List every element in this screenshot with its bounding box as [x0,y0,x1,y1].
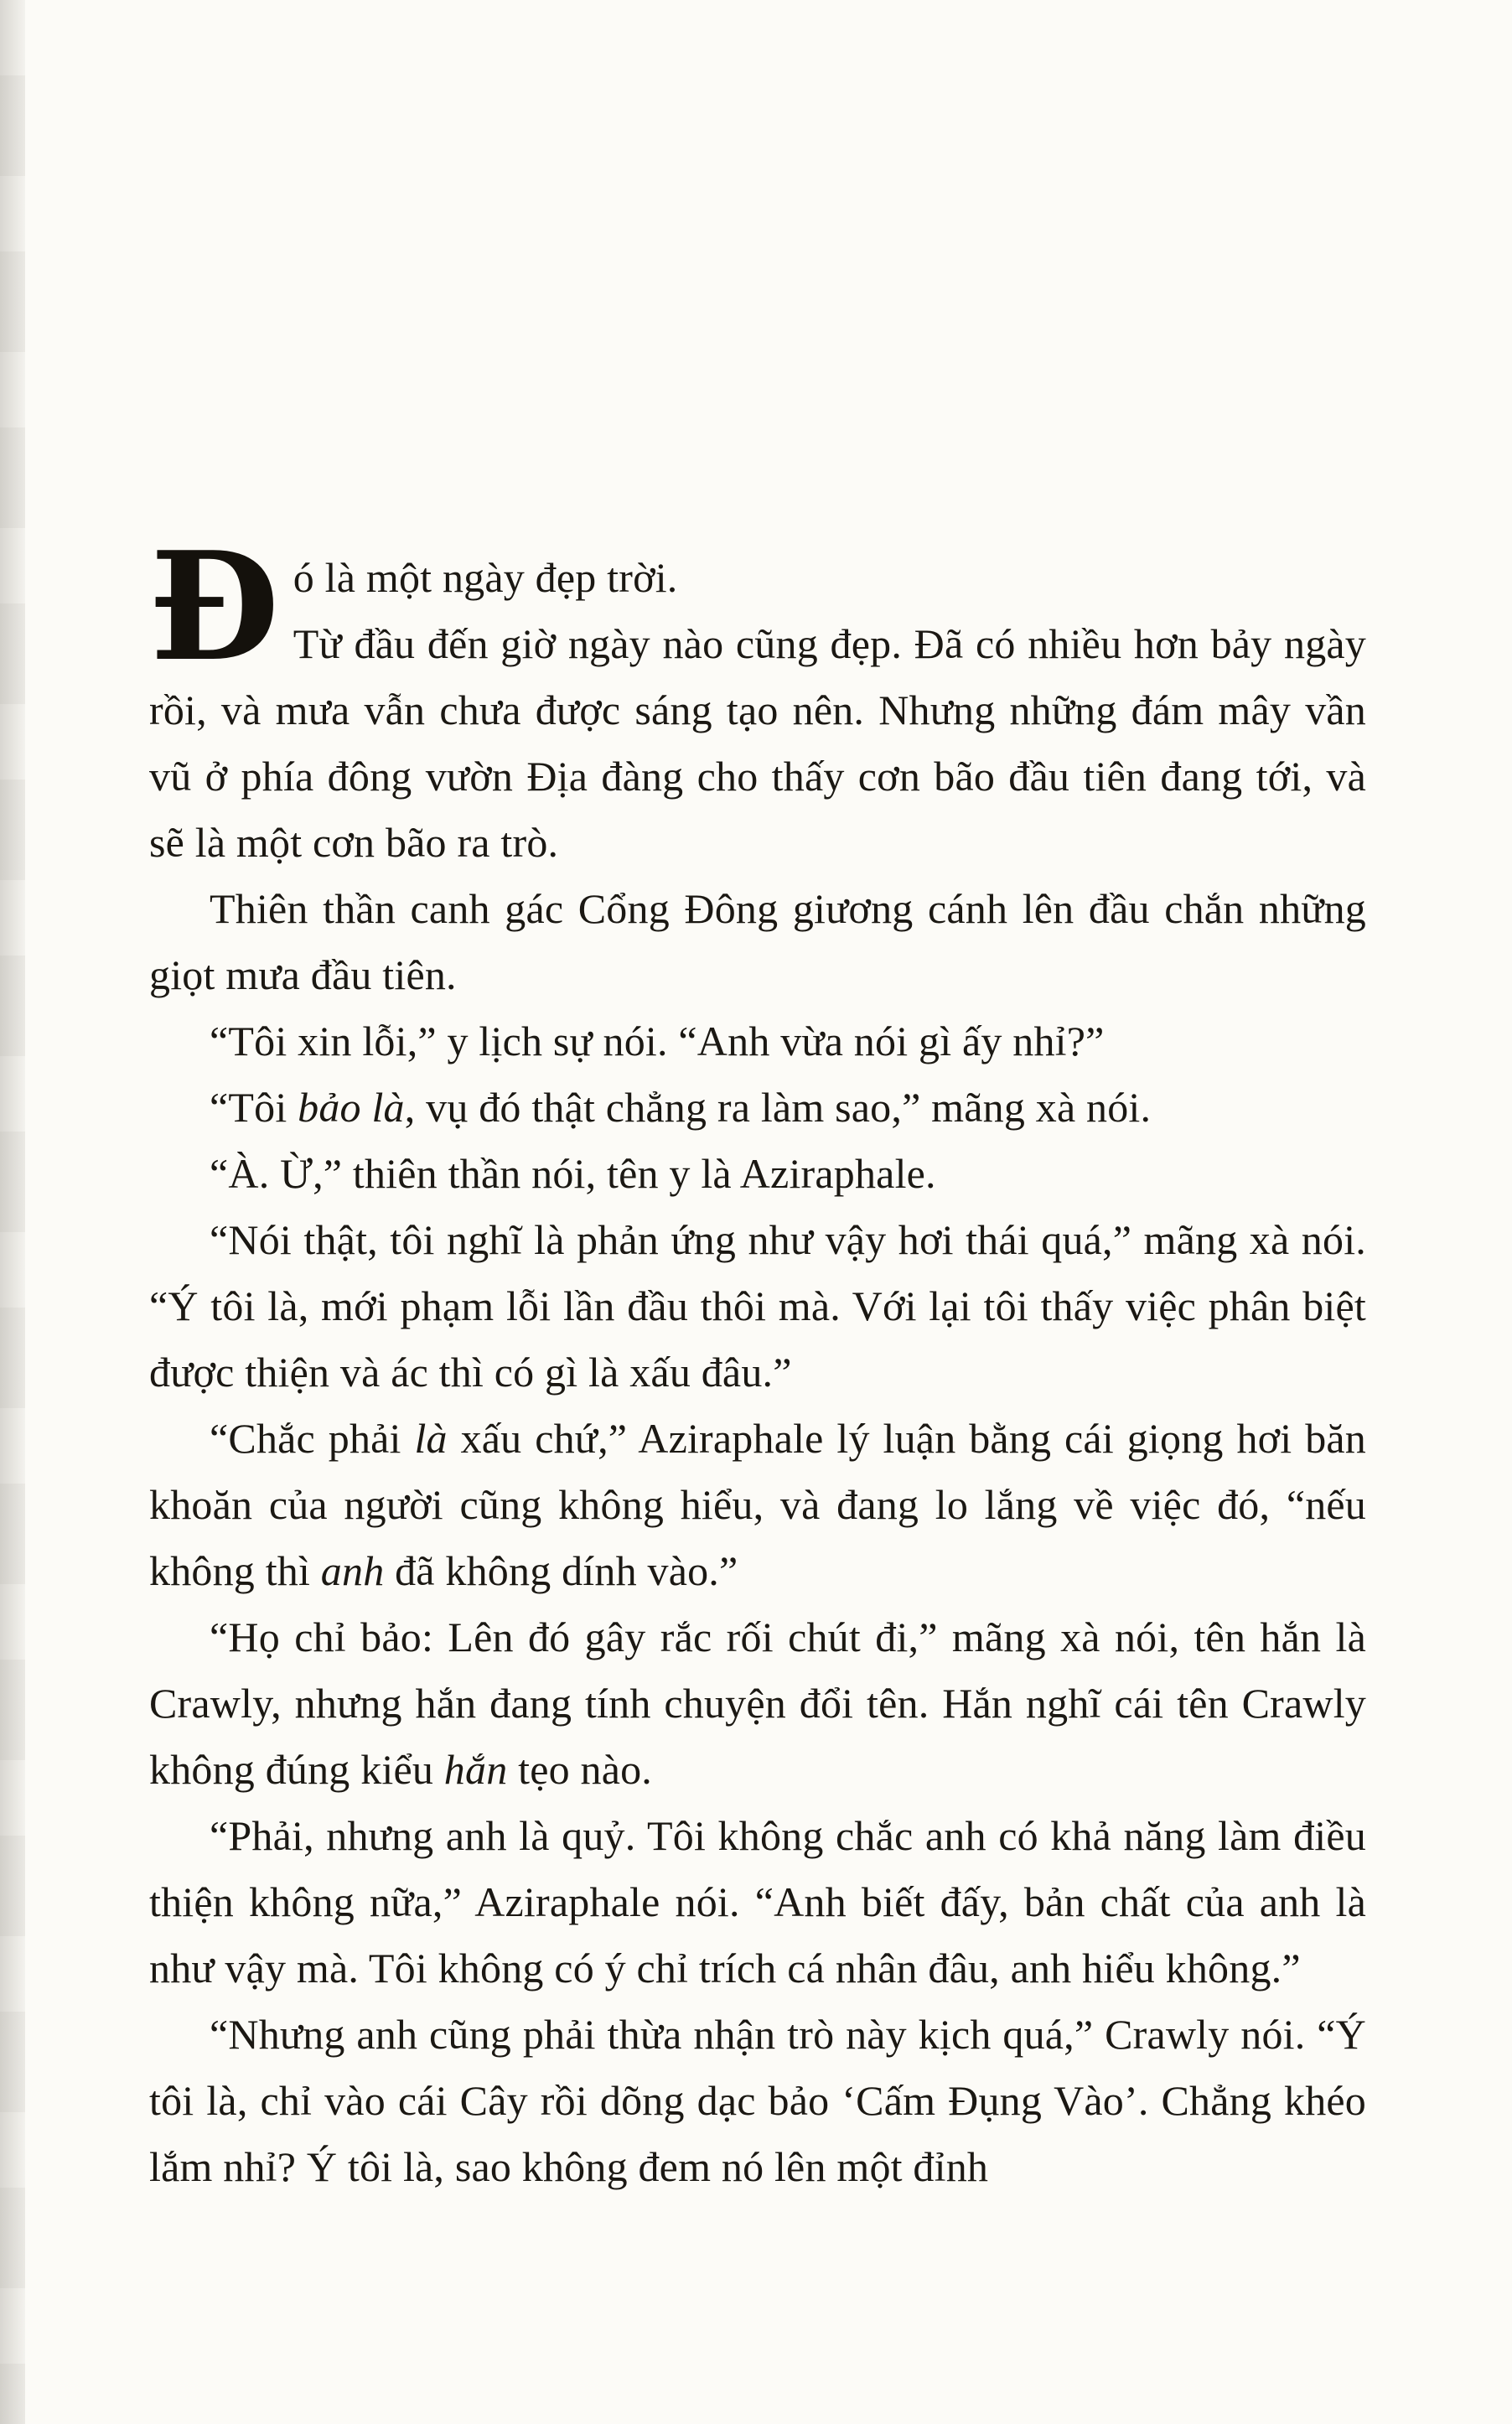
paragraph [149,2002,1366,2200]
paragraph [149,876,1366,1008]
italic-text-segment: là [414,1415,448,1462]
paragraph [149,1406,1366,1604]
paragraph [149,1207,1366,1406]
text-segment: đã không dính vào.” [384,1547,738,1594]
paragraph [149,1075,1366,1141]
paragraph [149,519,1366,694]
text-segment: Từ đầu đến giờ ngày nào cũng đẹp. Đã có nhiều hơn bảy ngày rồi, và mưa vẫn chưa được sáng tạo nên. Nhưng những đám mây vần vũ ở phía đông vườn Địa đàng cho thấy cơn bão đầu tiên đang tới, và sẽ là một cơn bão ra trò. [149,620,1366,866]
text-segment: “Nói thật, tôi nghĩ là phản ứng như vậy hơi thái quá,” mãng xà nói. “Ý tôi là, mới phạm lỗi lần đầu thôi mà. Với lại tôi thấy việc phân biệt được thiện và ác thì có gì là xấu đâu.” [149,1216,1366,1396]
paragraph [149,1008,1366,1075]
text-segment: “À. Ừ,” thiên thần nói, tên y là Aziraphale. [210,1150,936,1197]
italic-text-segment: bảo là [298,1084,405,1131]
italic-text-segment: anh [320,1547,385,1594]
paragraph [149,1604,1366,1803]
paragraph [149,611,1366,876]
text-segment: Thiên thần canh gác Cổng Đông giương cánh lên đầu chắn những giọt mưa đầu tiên. [149,885,1366,998]
scan-edge-artifact [0,0,25,2424]
text-segment: “Họ chỉ bảo: Lên đó gây rắc rối chút đi,” mãng xà nói, tên hắn là Crawly, nhưng hắn đang tính chuyện đổi tên. Hắn nghĩ cái tên Crawly không đúng kiểu [149,1613,1366,1793]
text-segment: , vụ đó thật chẳng ra làm sao,” mãng xà nói. [404,1084,1152,1131]
text-segment: “Tôi xin lỗi,” y lịch sự nói. “Anh vừa nói gì ấy nhỉ?” [210,1018,1105,1064]
text-segment: xấu chứ,” Aziraphale lý luận bằng cái giọng hơi băn khoăn của người cũng không hiểu, và đang lo lắng về việc đó, “nếu không thì [149,1415,1366,1594]
text-segment: “Chắc phải [210,1415,415,1462]
text-segment: “Tôi [210,1084,298,1131]
text-segment: tẹo nào. [507,1746,652,1793]
italic-text-segment: hắn [443,1746,508,1793]
paragraph [149,1141,1366,1207]
text-segment: ó là một ngày đẹp trời. [293,554,678,601]
paragraph [149,1803,1366,2002]
text-segment: “Phải, nhưng anh là quỷ. Tôi không chắc anh có khả năng làm điều thiện không nữa,” Aziraphale nói. “Anh biết đấy, bản chất của anh là như vậy mà. Tôi không có ý chỉ trích cá nhân đâu, anh hiểu không.” [149,1812,1366,1992]
book-page-text-block [149,519,1366,2200]
text-segment: “Nhưng anh cũng phải thừa nhận trò này kịch quá,” Crawly nói. “Ý tôi là, chỉ vào cái Cây rồi dõng dạc bảo ‘Cấm Đụng Vào’. Chẳng khéo lắm nhỉ? Ý tôi là, sao không đem nó lên một đỉnh [149,2011,1366,2190]
drop-cap-letter: Đ [149,519,280,694]
